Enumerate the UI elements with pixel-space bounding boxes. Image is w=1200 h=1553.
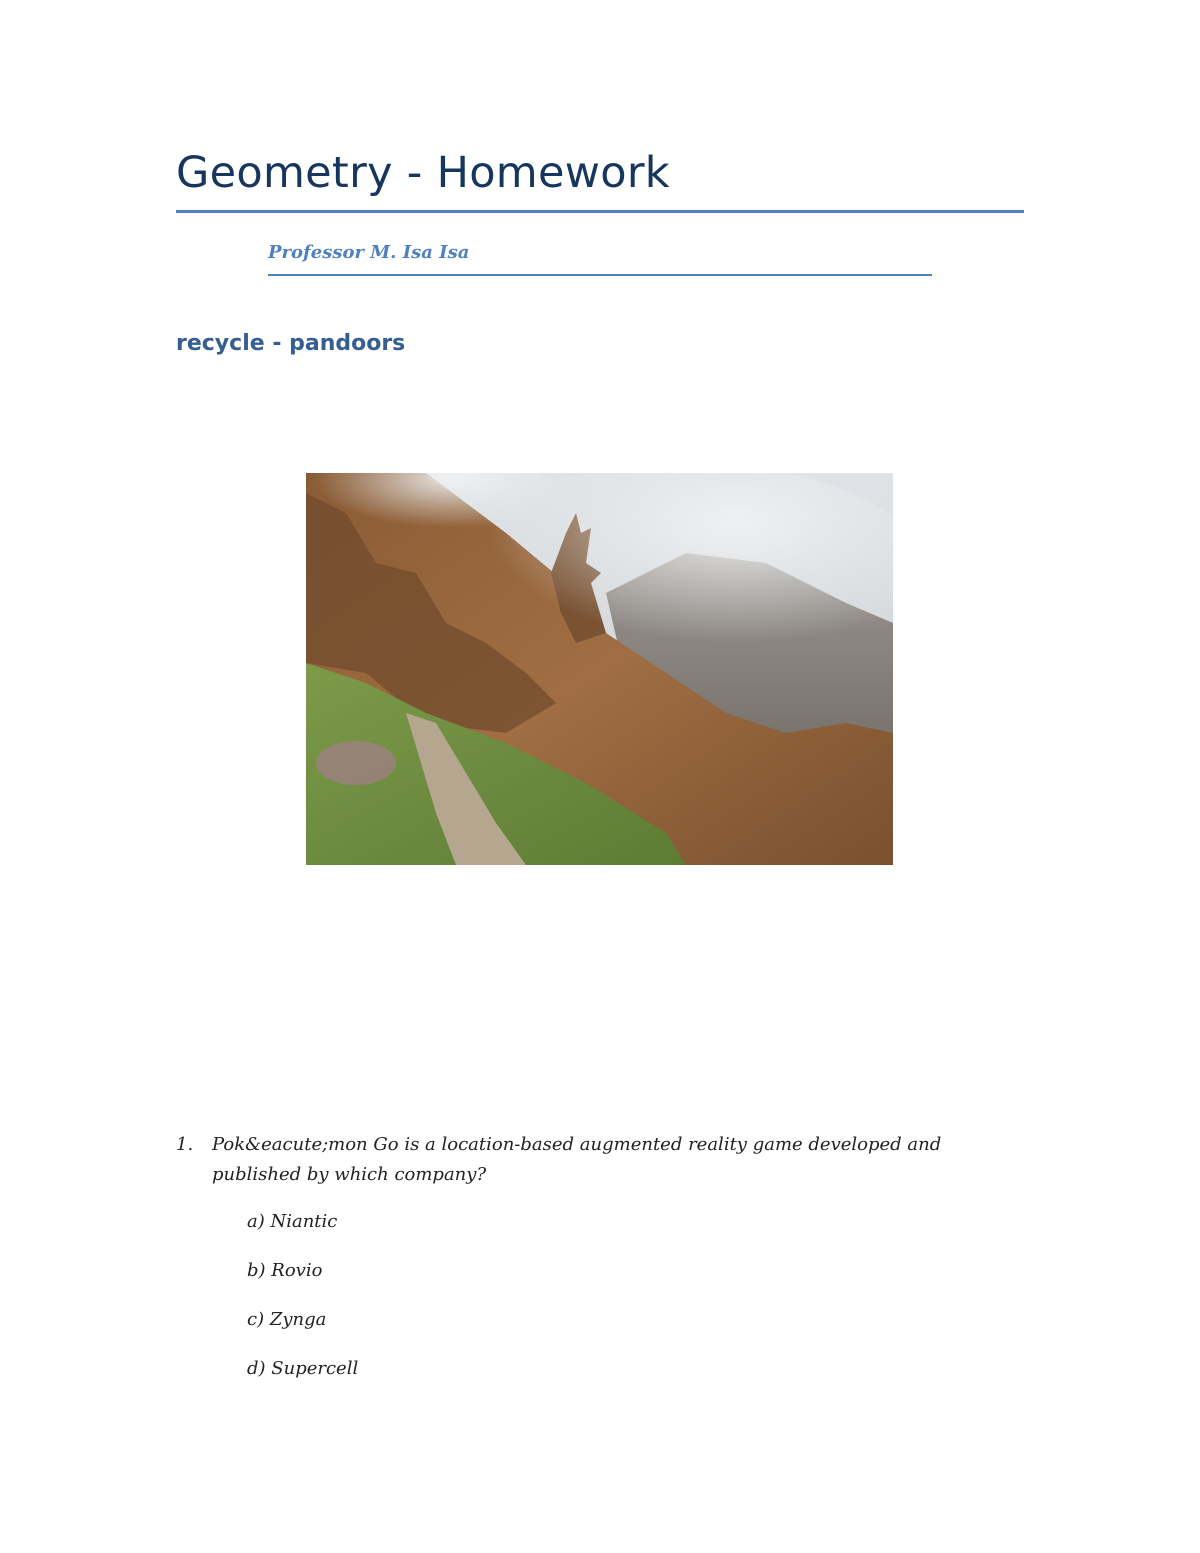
option-c: c) Zynga [247,1309,327,1330]
title-underline [176,210,1024,213]
question-1 [176,1130,1036,1190]
answer-options [247,1208,358,1404]
question-text: Pok&eacute;mon Go is a location-based augmented reality game developed and published by which company? [212,1134,942,1185]
document-title: Geometry - Homework [176,148,671,198]
landscape-photo [306,473,893,865]
document-subtitle: Professor M. Isa Isa [268,242,470,263]
option-b: b) Rovio [247,1260,323,1281]
section-heading: recycle - pandoors [176,331,406,356]
option-a: a) Niantic [247,1211,338,1232]
subtitle-underline [268,274,932,276]
question-number: 1. [176,1134,194,1155]
option-d: d) Supercell [247,1358,359,1379]
